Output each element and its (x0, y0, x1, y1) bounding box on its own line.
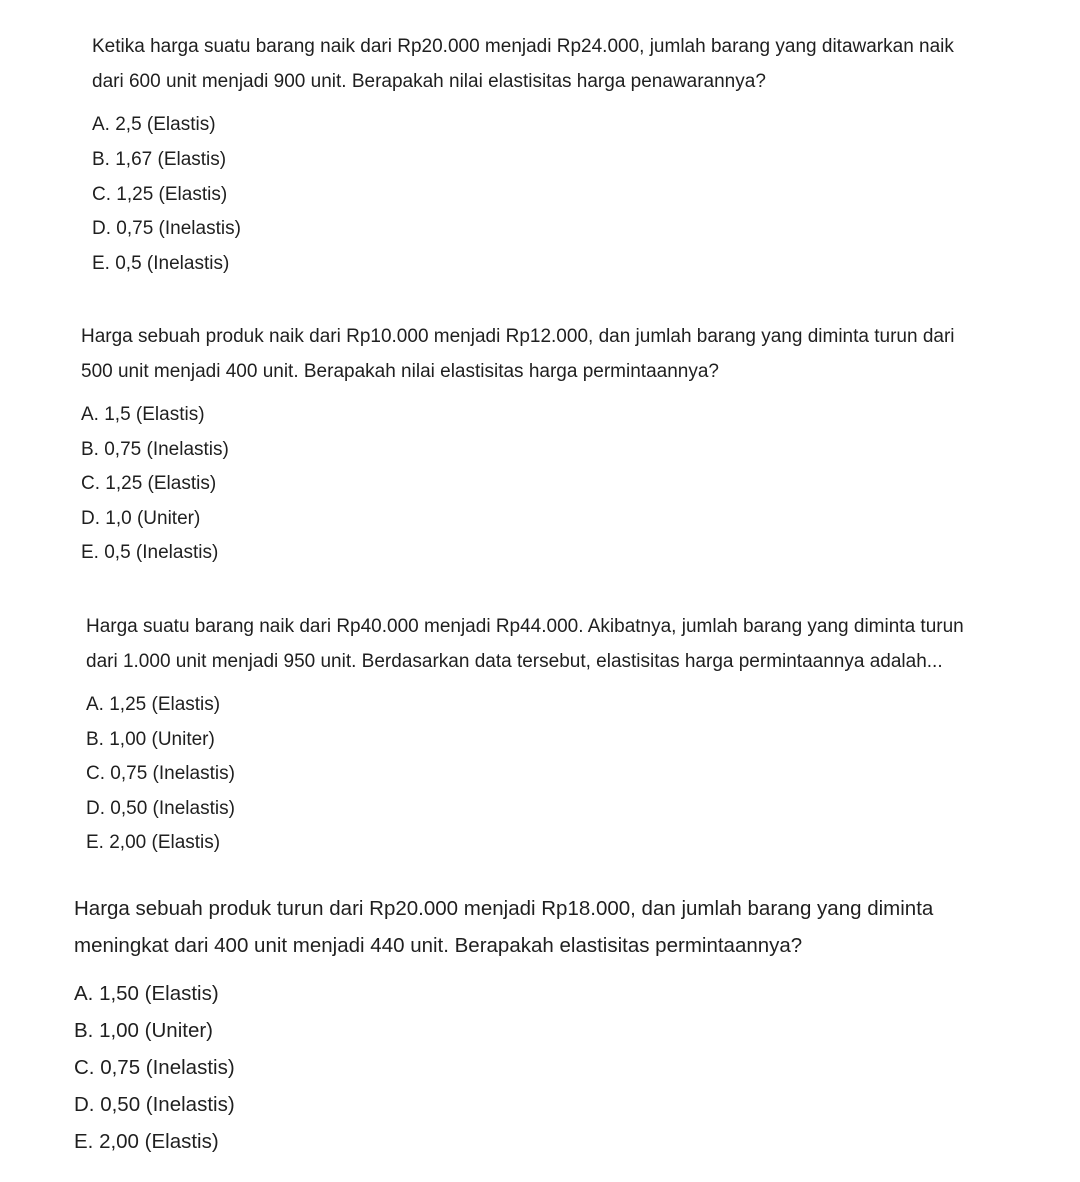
option-e: E. 2,00 (Elastis) (86, 832, 221, 853)
question-1 (92, 29, 1052, 282)
stem-line-1: Harga suatu barang naik dari Rp40.000 menjadi Rp44.000. Akibatnya, jumlah barang yang diminta turun (86, 616, 964, 637)
option-d: D. 0,75 (Inelastis) (92, 218, 241, 240)
option-b: B. 0,75 (Inelastis) (81, 438, 229, 460)
question-3 (86, 609, 1066, 861)
stem-line-1: Harga sebuah produk turun dari Rp20.000 menjadi Rp18.000, dan jumlah barang yang diminta (74, 897, 934, 920)
option-a: A. 1,25 (Elastis) (86, 694, 221, 715)
answer-options (92, 108, 1052, 282)
stem-line-2: dari 600 unit menjadi 900 unit. Berapakah nilai elastisitas harga penawarannya? (92, 71, 766, 92)
question-stem (86, 609, 1066, 679)
option-b: B. 1,67 (Elastis) (92, 148, 227, 170)
option-d: D. 0,50 (Inelastis) (86, 797, 235, 819)
option-e: E. 0,5 (Inelastis) (92, 253, 230, 274)
question-stem (81, 320, 1041, 389)
option-d: D. 0,50 (Inelastis) (74, 1093, 235, 1116)
option-c: C. 1,25 (Elastis) (92, 183, 228, 205)
question-4 (74, 890, 1054, 1160)
question-stem (92, 29, 1052, 99)
answer-options (86, 688, 1066, 861)
stem-line-2: meningkat dari 400 unit menjadi 440 unit. Berapakah elastisitas permintaannya? (74, 934, 803, 957)
answer-options (74, 975, 1054, 1160)
option-a: A. 2,5 (Elastis) (92, 114, 216, 135)
option-b: B. 1,00 (Uniter) (86, 728, 215, 750)
option-c: C. 1,25 (Elastis) (81, 473, 217, 494)
option-b: B. 1,00 (Uniter) (74, 1019, 213, 1042)
answer-options (81, 398, 1041, 571)
stem-line-1: Ketika harga suatu barang naik dari Rp20.000 menjadi Rp24.000, jumlah barang yang ditawarkan naik (92, 36, 954, 57)
option-d: D. 1,0 (Uniter) (81, 507, 201, 529)
option-a: A. 1,5 (Elastis) (81, 404, 205, 425)
option-e: E. 2,00 (Elastis) (74, 1130, 219, 1153)
stem-line-2: 500 unit menjadi 400 unit. Berapakah nilai elastisitas harga permintaannya? (81, 360, 719, 382)
option-c: C. 0,75 (Inelastis) (74, 1056, 235, 1079)
option-a: A. 1,50 (Elastis) (74, 982, 219, 1005)
question-2 (81, 320, 1041, 571)
stem-line-1: Harga sebuah produk naik dari Rp10.000 menjadi Rp12.000, dan jumlah barang yang diminta turun dari (81, 326, 955, 347)
question-stem (74, 890, 1054, 964)
option-c: C. 0,75 (Inelastis) (86, 763, 235, 784)
stem-line-2: dari 1.000 unit menjadi 950 unit. Berdasarkan data tersebut, elastisitas harga permintaannya adalah... (86, 651, 943, 672)
option-e: E. 0,5 (Inelastis) (81, 542, 219, 563)
